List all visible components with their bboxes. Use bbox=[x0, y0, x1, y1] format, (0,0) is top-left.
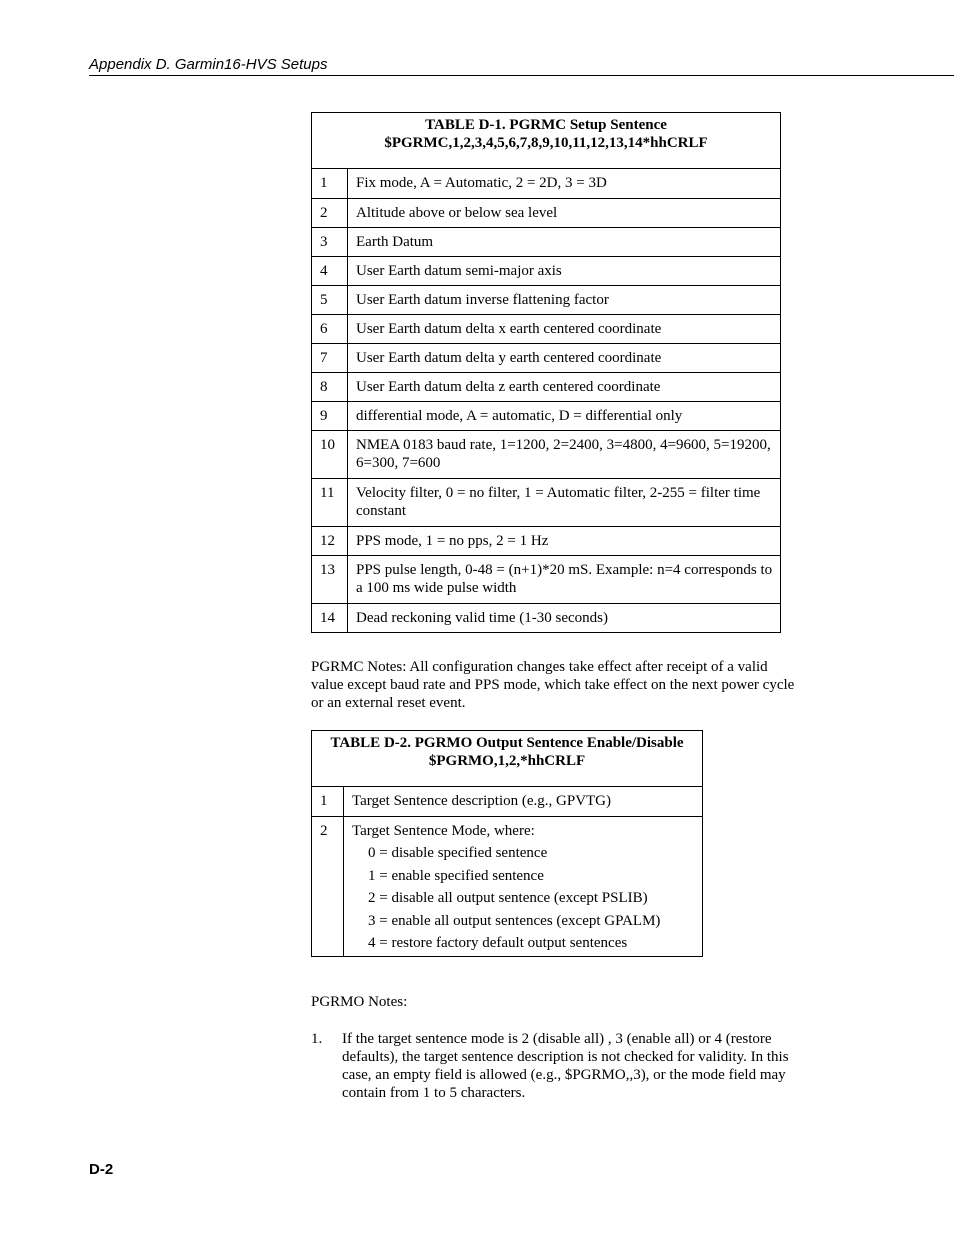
field-description: Earth Datum bbox=[348, 228, 781, 257]
table-sentence-format: $PGRMC,1,2,3,4,5,6,7,8,9,10,11,12,13,14*hhCRLF bbox=[384, 135, 708, 151]
mode-item: 3 = enable all output sentences (except GPALM) bbox=[368, 912, 661, 929]
table-row bbox=[312, 527, 781, 556]
table-row bbox=[312, 228, 781, 257]
field-number: 14 bbox=[312, 604, 348, 633]
field-description: differential mode, A = automatic, D = differential only bbox=[348, 402, 781, 431]
field-description: Dead reckoning valid time (1-30 seconds) bbox=[348, 604, 781, 633]
table-row bbox=[312, 169, 781, 199]
table-caption bbox=[312, 731, 703, 787]
mode-item: 2 = disable all output sentence (except PSLIB) bbox=[368, 890, 648, 906]
field-number: 1 bbox=[312, 787, 344, 817]
field-description: User Earth datum delta y earth centered coordinate bbox=[348, 344, 781, 373]
field-number: 5 bbox=[312, 286, 348, 315]
field-number: 12 bbox=[312, 527, 348, 556]
table-title: TABLE D-1. PGRMC Setup Sentence bbox=[425, 117, 667, 133]
field-number: 13 bbox=[312, 556, 348, 604]
table-row bbox=[312, 556, 781, 604]
pgrmc-setup-table bbox=[311, 112, 781, 633]
note-text: If the target sentence mode is 2 (disable all) , 3 (enable all) or 4 (restore defaults), the target sentence description is not checked for validity. In this case, an empty field is allowed (e.g., $PGRMO,,3), or the mode field may contain from 1 to 5 characters. bbox=[342, 1031, 789, 1101]
table-row bbox=[312, 604, 781, 633]
pgrmo-notes-title: PGRMO Notes: bbox=[311, 994, 408, 1010]
field-number: 3 bbox=[312, 228, 348, 257]
table-caption bbox=[312, 113, 781, 169]
mode-item: 4 = restore factory default output sentences bbox=[368, 935, 628, 951]
pgrmo-output-table bbox=[311, 730, 703, 957]
table-row bbox=[312, 315, 781, 344]
field-number: 6 bbox=[312, 315, 348, 344]
field-description: PPS mode, 1 = no pps, 2 = 1 Hz bbox=[348, 527, 781, 556]
pgrmc-notes: PGRMC Notes: All configuration changes take effect after receipt of a valid value except baud rate and PPS mode, which take effect on the next power cycle or an external reset event. bbox=[311, 659, 795, 711]
table-row bbox=[312, 257, 781, 286]
page-number: D-2 bbox=[89, 1161, 114, 1178]
field-description: Fix mode, A = Automatic, 2 = 2D, 3 = 3D bbox=[348, 169, 781, 199]
field-number: 8 bbox=[312, 373, 348, 402]
table-row bbox=[312, 402, 781, 431]
field-description: Altitude above or below sea level bbox=[348, 199, 781, 228]
field-description: Target Sentence description (e.g., GPVTG) bbox=[344, 787, 703, 817]
table-title: TABLE D-2. PGRMO Output Sentence Enable/Disable bbox=[330, 735, 684, 751]
mode-item: 1 = enable specified sentence bbox=[368, 867, 544, 884]
field-number: 10 bbox=[312, 431, 348, 479]
field-description: Velocity filter, 0 = no filter, 1 = Automatic filter, 2-255 = filter time constant bbox=[348, 479, 781, 527]
field-number: 2 bbox=[312, 817, 344, 957]
field-description: User Earth datum delta z earth centered coordinate bbox=[348, 373, 781, 402]
field-description: NMEA 0183 baud rate, 1=1200, 2=2400, 3=4800, 4=9600, 5=19200, 6=300, 7=600 bbox=[348, 431, 781, 479]
mode-item: 0 = disable specified sentence bbox=[368, 845, 548, 861]
table-row bbox=[312, 199, 781, 228]
field-number: 1 bbox=[312, 169, 348, 199]
header-title: Appendix D. Garmin16-HVS Setups bbox=[89, 56, 328, 73]
table-row bbox=[312, 787, 703, 817]
note-number: 1. bbox=[311, 1031, 323, 1047]
table-row bbox=[312, 479, 781, 527]
field-number: 2 bbox=[312, 199, 348, 228]
table-sentence-format: $PGRMO,1,2,*hhCRLF bbox=[428, 753, 586, 769]
page-header bbox=[89, 56, 954, 76]
field-number: 11 bbox=[312, 479, 348, 527]
field-number: 7 bbox=[312, 344, 348, 373]
table-row bbox=[312, 286, 781, 315]
field-description: User Earth datum inverse flattening factor bbox=[348, 286, 781, 315]
field-description: User Earth datum delta x earth centered coordinate bbox=[348, 315, 781, 344]
field-description: PPS pulse length, 0-48 = (n+1)*20 mS. Example: n=4 corresponds to a 100 ms wide pulse width bbox=[348, 556, 781, 604]
table-row bbox=[312, 344, 781, 373]
field-description: User Earth datum semi-major axis bbox=[348, 257, 781, 286]
table-row bbox=[312, 373, 781, 402]
field-description bbox=[344, 817, 703, 957]
table-row bbox=[312, 431, 781, 479]
mode-title: Target Sentence Mode, where: bbox=[352, 823, 535, 839]
table-row bbox=[312, 817, 703, 957]
field-number: 9 bbox=[312, 402, 348, 431]
field-number: 4 bbox=[312, 257, 348, 286]
